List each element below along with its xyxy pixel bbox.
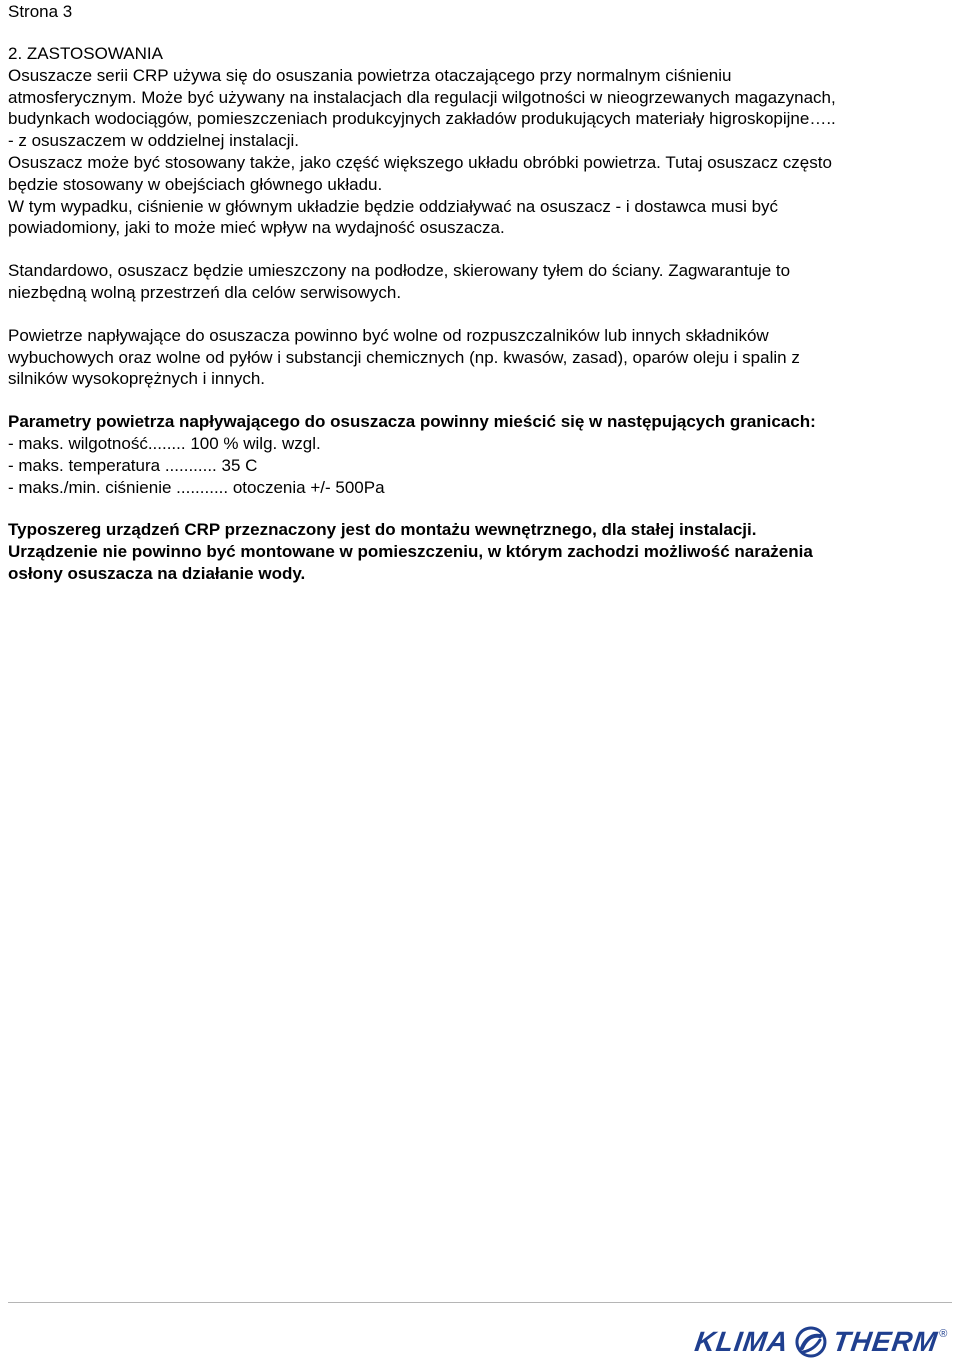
- placement-paragraph: Standardowo, osuszacz będzie umieszczony na podłodze, skierowany tyłem do ściany. Zagwarantuje to niezbędną wolną przestrzeń dla celów serwisowych.: [8, 261, 791, 302]
- registered-mark: ®: [939, 1328, 948, 1340]
- param-humidity: - maks. wilgotność........ 100 % wilg. wzgl.: [8, 433, 321, 453]
- logo-text-klima: KLIMA: [692, 1326, 791, 1357]
- param-pressure: - maks./min. ciśnienie ........... otoczenia +/- 500Pa: [8, 477, 385, 497]
- installation-note: Typoszereg urządzeń CRP przeznaczony jest do montażu wewnętrznego, dla stałej instalacji. Urządzenie nie powinno być montowane w pomieszczeniu, w którym zachodzi możliwość narażenia osłony osuszacza na działanie wody.: [8, 520, 813, 583]
- spacer: [8, 304, 948, 325]
- footer-divider: [8, 1302, 952, 1303]
- spacer: [8, 239, 948, 260]
- document-body: [8, 43, 948, 585]
- intro-paragraph: Osuszacze serii CRP używa się do osuszania powietrza otaczającego przy normalnym ciśnieniu atmosferycznym. Może być używany na instalacjach dla regulacji wilgotności w nieogrzewanych magazynach, budynkach wodociągów, pomieszczeniach produkcyjnych zakładów produkujących materiały higroskopijne….. - z osuszaczem w oddzielnej instalacji. Osuszacz może być stosowany także, jako część większego układu obróbki powietrza. Tutaj osuszacz często będzie stosowany w obejściach głównego układu. W tym wypadku, ciśnienie w głównym układzie będzie oddziaływać na osuszacz - i dostawca musi być powiadomiony, jaki to może mieć wpływ na wydajność osuszacza.: [8, 65, 836, 238]
- param-temperature: - maks. temperatura ........... 35 C: [8, 455, 258, 475]
- params-heading: Parametry powietrza napływającego do osuszacza powinny mieścić się w następujących granicach:: [8, 412, 816, 432]
- spacer: [8, 498, 948, 519]
- spacer: [8, 390, 948, 411]
- section-title: 2. ZASTOSOWANIA: [8, 44, 163, 63]
- logo-emblem-icon: [792, 1326, 830, 1358]
- air-quality-paragraph: Powietrze napływające do osuszacza powinno być wolne od rozpuszczalników lub innych składników wybuchowych oraz wolne od pyłów i substancji chemicznych (np. kwasów, zasad), oparów oleju i spalin z silników wysokoprężnych i innych.: [8, 325, 800, 389]
- klimatherm-logo: [692, 1322, 948, 1362]
- page-number: Strona 3: [8, 2, 73, 21]
- logo-text-therm: THERM: [830, 1326, 940, 1357]
